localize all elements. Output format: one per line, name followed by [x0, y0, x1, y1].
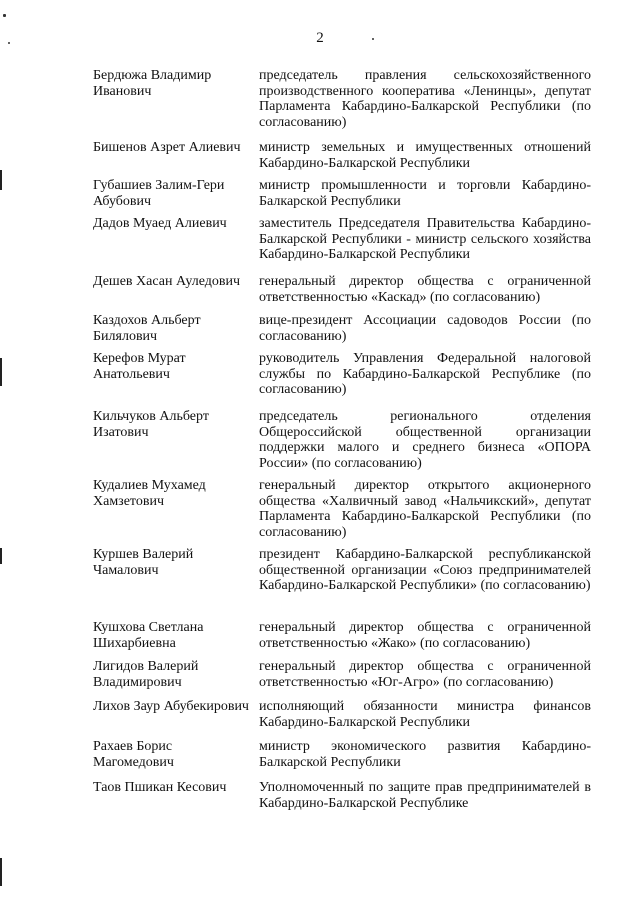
- member-name: Бишенов Азрет Алиевич: [93, 140, 241, 155]
- member-name: Дешев Хасан Ауледович: [93, 274, 241, 289]
- member-name: Таов Пшикан Кесович: [93, 780, 227, 795]
- member-row: [93, 178, 593, 209]
- scan-margin-mark: [0, 548, 2, 564]
- member-role: министр экономического развития Кабардино-Балкарской Республики: [259, 739, 591, 770]
- page-number: 2: [316, 30, 324, 46]
- member-name: Бердюжа Владимир Иванович: [93, 68, 212, 99]
- member-row: [93, 739, 593, 770]
- scan-speck: [8, 42, 10, 44]
- scan-speck: [372, 38, 374, 40]
- scan-margin-mark: [0, 858, 2, 886]
- member-role: заместитель Председателя Правительства Кабардино-Балкарской Республики - министр сельского хозяйства Кабардино-Балкарской Республики: [259, 216, 591, 262]
- member-row: [93, 274, 593, 305]
- member-role: министр земельных и имущественных отношений Кабардино-Балкарской Республики: [259, 140, 591, 171]
- scan-speck: [3, 14, 6, 17]
- member-row: [93, 351, 593, 398]
- member-name: Керефов Мурат Анатольевич: [93, 351, 186, 382]
- member-name: Дадов Муаед Алиевич: [93, 216, 227, 231]
- member-name: Лигидов Валерий Владимирович: [93, 659, 199, 690]
- scan-margin-mark: [0, 170, 2, 190]
- member-row: [93, 68, 593, 130]
- member-role: председатель регионального отделения Общероссийской общественной организации поддержки малого и среднего бизнеса «ОПОРА России» (по согласованию): [259, 409, 591, 471]
- member-row: [93, 409, 593, 471]
- member-name: Губашиев Залим-Гери Абубович: [93, 178, 225, 209]
- member-role: генеральный директор общества с ограниченной ответственностью «Юг-Агро» (по согласованию): [259, 659, 591, 690]
- member-role: председатель правления сельскохозяйственного производственного кооператива «Ленинцы», депутат Парламента Кабардино-Балкарской Республики (по согласованию): [259, 68, 591, 130]
- member-name: Кудалиев Мухамед Хамзетович: [93, 478, 206, 509]
- scan-margin-mark: [0, 358, 2, 386]
- member-name: Куршев Валерий Чамалович: [93, 547, 194, 578]
- member-row: [93, 216, 593, 263]
- member-role: вице-президент Ассоциации садоводов России (по согласованию): [259, 313, 591, 344]
- member-name: Лихов Заур Абубекирович: [93, 699, 249, 714]
- member-role: генеральный директор открытого акционерного общества «Халвичный завод «Нальчикский», депутат Парламента Кабардино-Балкарской Республики (по согласованию): [259, 478, 591, 540]
- member-name: Кильчуков Альберт Изатович: [93, 409, 209, 440]
- member-row: [93, 478, 593, 540]
- member-name: Каздохов Альберт Билялович: [93, 313, 201, 344]
- member-row: [93, 620, 593, 651]
- member-row: [93, 780, 593, 811]
- member-role: генеральный директор общества с ограниченной ответственностью «Жако» (по согласованию): [259, 620, 591, 651]
- member-role: президент Кабардино-Балкарской республиканской общественной организации «Союз предпринимателей Кабардино-Балкарской Республики» (по согласованию): [259, 547, 591, 593]
- member-row: [93, 699, 593, 730]
- member-role: руководитель Управления Федеральной налоговой службы по Кабардино-Балкарской Республике (по согласованию): [259, 351, 591, 397]
- member-row: [93, 659, 593, 690]
- member-row: [93, 313, 593, 344]
- member-role: Уполномоченный по защите прав предпринимателей в Кабардино-Балкарской Республике: [259, 780, 591, 811]
- member-role: генеральный директор общества с ограниченной ответственностью «Каскад» (по согласованию): [259, 274, 591, 305]
- member-row: [93, 547, 593, 594]
- member-role: исполняющий обязанности министра финансов Кабардино-Балкарской Республики: [259, 699, 591, 730]
- member-role: министр промышленности и торговли Кабардино-Балкарской Республики: [259, 178, 591, 209]
- member-name: Кушхова Светлана Шихарбиевна: [93, 620, 204, 651]
- member-row: [93, 140, 593, 171]
- member-name: Рахаев Борис Магомедович: [93, 739, 174, 770]
